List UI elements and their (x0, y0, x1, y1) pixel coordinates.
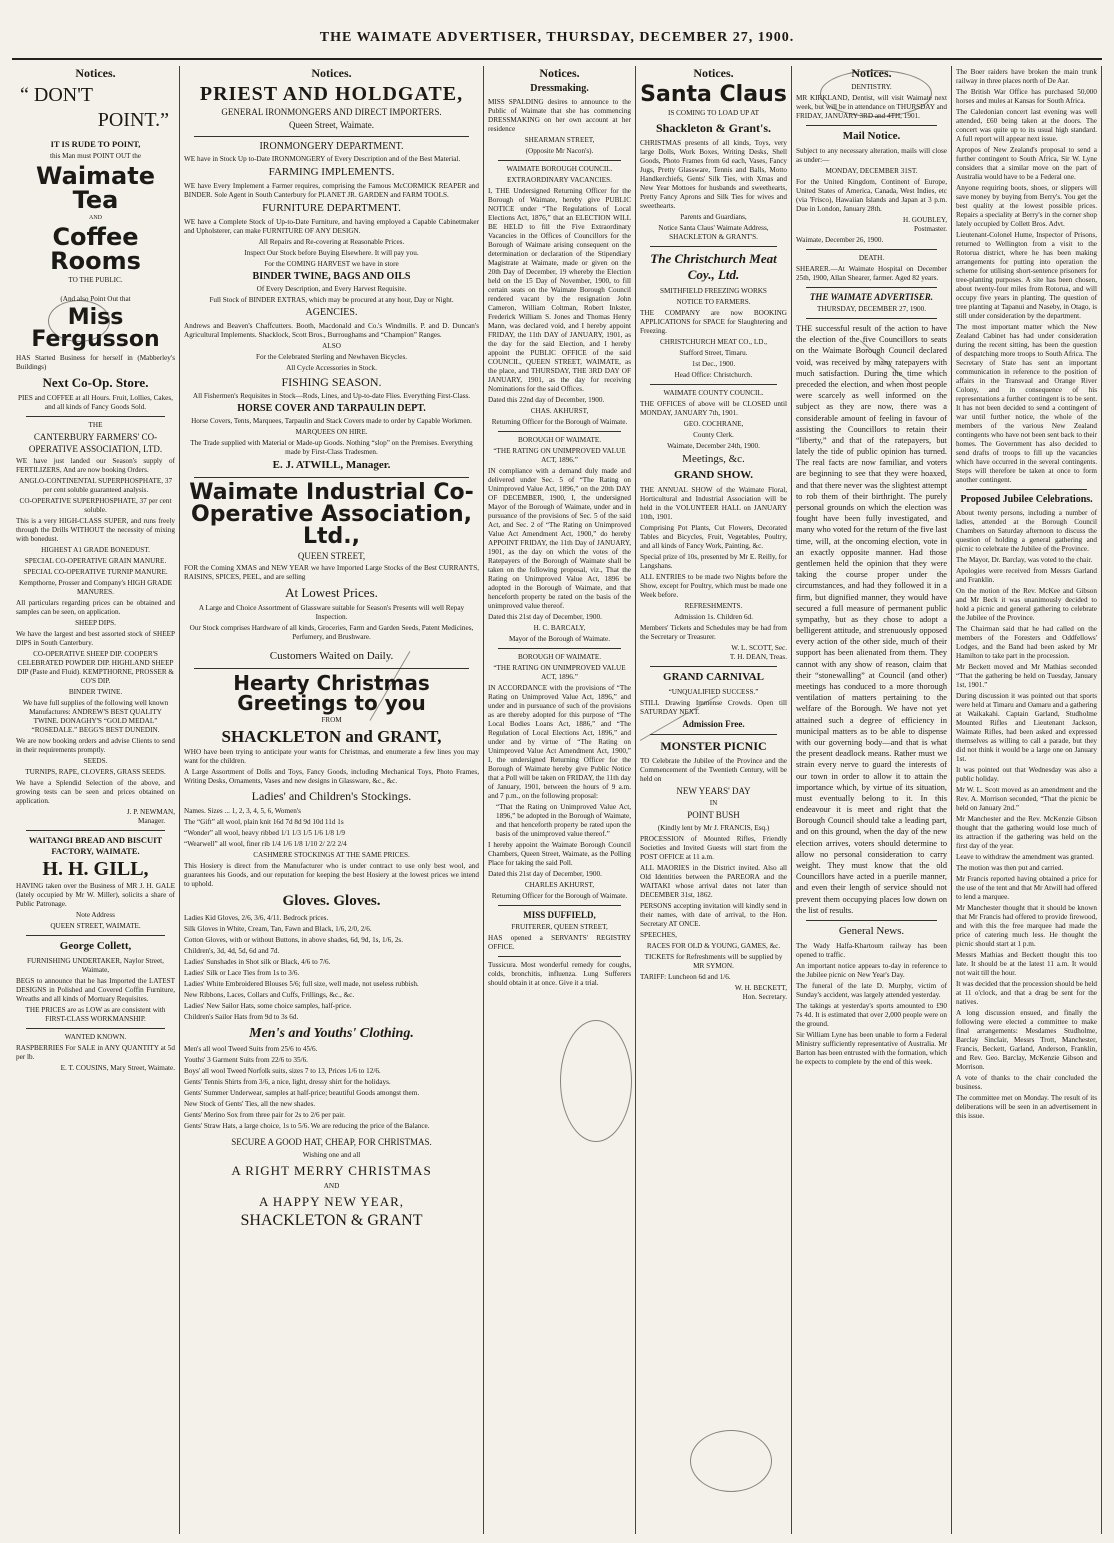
divider (194, 477, 469, 478)
picnic-heading: MONSTER PICNIC (660, 739, 767, 753)
barclay-sig: H. C. BARCALY, (533, 623, 586, 632)
christmas-text: CHRISTMAS presents of all kinds, Toys, very large Dolls, Work Boxes, Writing Desks, Shell Goods, Photo Frames from 6d each, Vases, Fancy Jugs, Pretty Glassware, Tennis and Balls, Motto Handkerchiefs, Gents' Silk Ties, with Xmas and New Year Mottoes for husbands and sweethearts, Pretty Fancy Aprons and Silk Ties for wives and sweethearts. (640, 139, 787, 210)
has-text: HAS opened a SERVANTS' REGISTRY OFFICE. (488, 933, 631, 951)
glove-line: Ladies' New Sailor Hats, some choice samples, half-price. (184, 1001, 352, 1010)
seeds-heading: SEEDS. (83, 756, 108, 765)
in-line: IN (709, 799, 718, 808)
glove-line: New Ribbons, Laces, Collars and Cuffs, Frillings, &c., &c. (184, 990, 355, 999)
rasp-text: RASPBERRIES For SALE in ANY QUANTITY at 5d per lb. (16, 1043, 175, 1061)
members-text: Members' Tickets and Schedules may be had from the Secretary or Treasurer. (640, 624, 787, 641)
lowest-line: At Lowest Prices. (285, 585, 378, 600)
races-line: RACES FOR OLD & YOUNG, GAMES, &c. (646, 941, 781, 950)
glove-line: Ladies Kid Gloves, 2/6, 3/6, 4/11. Bedrock prices. (184, 913, 329, 922)
monday-line: MONDAY, DECEMBER 31ST. (825, 166, 918, 175)
news-item: Sir William Lyne has been unable to form a Federal Ministry sufficiently representative of Australia. Mr Barton has been entrusted with the formation, which he expects to complete by the end of this week. (796, 1030, 947, 1066)
dressmaking-heading: Dressmaking. (530, 83, 589, 94)
wehave-text: We have the largest and best assorted stock of SHEEP DIPS in South Canterbury. (16, 629, 175, 647)
horse-heading: HORSE COVER AND TARPAULIN DEPT. (237, 402, 426, 414)
mens-line: Gents' Tennis Shirts from 3/6, a nice, light, dressy shirt for the holidays. (184, 1078, 391, 1087)
news-item: Apropos of New Zealand's proposal to send a further contingent to South Africa, Sir W. Lyne considers that a similar move on the part of Australia would have to be a Federal one. (956, 146, 1097, 181)
public-line: TO THE PUBLIC. (68, 276, 123, 285)
parents-line: Parents and Guardians, (680, 213, 747, 221)
large-text: A Large Assortment of Dolls and Toys, Fancy Goods, including Mechanical Toys, Photo Frames, Writing Desks, Ornaments, Vases and new designs in Glassware, &c., &c. (184, 768, 479, 785)
news-item: The British War Office has purchased 50,000 horses and mules at Kansas for South Africa. (956, 88, 1097, 105)
divider (498, 648, 621, 649)
allpart-text: All particulars regarding prices can be obtained and samples can be seen, on application. (16, 598, 175, 616)
celebrate-text: TO Celebrate the Jubilee of the Province and the Commencement of the Twentieth Century, will be held on (640, 757, 787, 783)
jubilee-para: Mr Manchester thought that it should be known that Mr Francis had offered to provide firewood, and with this the free marquee had made the price of catering much less. He thought the picnic should start at 1 p.m. (956, 903, 1097, 948)
hearty-headline: Hearty Christmas Greetings to you (233, 671, 430, 715)
jubilee-para: Mr Francis reported having obtained a price for the use of the tent and that Mr Atwill had offered to lend a marquee. (956, 874, 1097, 901)
comprising-text: Comprising Pot Plants, Cut Flowers, Decorated Tables and Bicycles, Fruit, Vegetables, Poultry, and all kinds of Fancy Work, Painting, &c. (640, 524, 787, 550)
gill-text: HAVING taken over the Business of MR J. H. GALE (lately occupied by Mr W. Miller), solicits a share of Public Patronage. (16, 882, 175, 909)
column-3 (484, 66, 636, 1534)
clerk-line: County Clerk. (693, 430, 734, 439)
jubilee-heading: Proposed Jubilee Celebrations. (960, 494, 1093, 505)
shackleton-headline: SHACKLETON and GRANT, (221, 727, 442, 746)
refresh-line: REFRESHMENTS. (684, 602, 743, 610)
column-6 (952, 66, 1102, 1534)
stafford-line: Stafford Street, Timaru. (679, 348, 748, 357)
jubilee-para: The committee met on Monday. The result of its deliberations will be seen in an advertisement in this issue. (956, 1093, 1097, 1120)
sheepdips-heading: SHEEP DIPS. (75, 618, 116, 627)
divider (650, 666, 777, 667)
date-line: 1st Dec., 1900. (691, 359, 736, 368)
dated2-line: Dated this 21st day of December, 1900. (488, 612, 602, 621)
county-heading: WAIMATE COUNTY COUNCIL. (663, 388, 764, 397)
general-line: GENERAL IRONMONGERS AND DIRECT IMPORTERS. (221, 107, 442, 117)
sg-headline: Shackleton & Grant's. (655, 121, 771, 135)
accordance-text: IN ACCORDANCE with the provisions of “The Rating on Unimproved Value Act, 1896,” and under and in pursuance of such of the provisions as are thereby adopted for this purpose of “The Local Bodies Loans Act, 1886,” and “The Regulation of Local Elections Act, 1896,” and under and by virtue of “The Rating on Unimproved Value Act Amendment Act, 1900,” I, the undersigned Returning Officer for the Borough of Waimate hereby give Public Notice that a Poll will be taken on FRIDAY, the 11th day of January, 1901, between the hours of 9 a.m. and 7 p.m., on the following proposal: (488, 683, 631, 800)
quote-text: “That the Rating on Unimproved Value Act, 1896,” be adopted in the Borough of Waimate, and that henceforth property be rated upon the basis of the unimproved value thereof.” (496, 802, 631, 838)
queen-street: Queen Street, Waimate. (288, 120, 375, 131)
news-item: An important notice appears to-day in reference to the Jubilee picnic on New Year's Day. (796, 961, 947, 979)
glass-text: A Large and Choice Assortment of Glassware suitable for Season's Presents will well Repay Inspection. (198, 604, 465, 622)
grand-show-heading: GRAND SHOW. (673, 469, 754, 482)
opposite-line: (Opposite Mr Nacon's). (525, 146, 594, 155)
divider (806, 287, 937, 288)
divider (650, 246, 777, 247)
mens-line: New Stock of Gents' Ties, all the new shades. (184, 1100, 316, 1109)
canterbury-heading: CANTERBURY FARMERS' CO-OPERATIVE ASSOCIATION, LTD. (28, 432, 163, 454)
mens-line: Gents' Merino Sox from three pair for 2s to 2/6 per pair. (184, 1111, 345, 1120)
queen-text: QUEEN STREET, WAIMATE. (50, 922, 141, 931)
the-line: THE (88, 421, 103, 430)
headoffice-line: Head Office: Christchurch. (674, 370, 753, 379)
divider (194, 136, 469, 137)
glove-line: Cotton Gloves, with or without Buttons, in above shades, 6d, 9d, 1s, 1/6, 2s. (184, 935, 404, 944)
subject-text: Subject to any necessary alteration, mails will close as under:— (796, 146, 947, 164)
merry-line: A RIGHT MERRY CHRISTMAS (231, 1162, 432, 1178)
scott-sig: W. L. SCOTT, Sec. (731, 644, 787, 652)
persons-text: PERSONS accepting invitation will kindly send in their names, with date of arrival, to the Hon. Secretary AT ONCE. (640, 901, 787, 928)
extra-heading: EXTRAORDINARY VACANCIES. (507, 175, 612, 184)
procession-text: PROCESSION of Mounted Rifles, Friendly Societies and Invited Guests will start from the POST OFFICE at 11 a.m. (640, 834, 787, 861)
inspect-text: Inspect Our Stock before Buying Elsewhere. It will pay you. (244, 248, 419, 257)
thisman-line: this Man must POINT OUT the (50, 151, 141, 160)
company-text: THE COMPANY are now BOOKING APPLICATIONS for SPACE for Slaughtering and Freezing. (640, 308, 787, 335)
mayor-line: Mayor of the Borough of Waimate. (508, 634, 611, 643)
fertilizer-text: WE have just landed our Season's supply of FERTILIZERS, And are now booking Orders. (16, 456, 175, 474)
mens-heading: Men's and Youths' Clothing. (249, 1025, 414, 1041)
glove-line: Children's, 3d, 4d, 5d, 6d and 7d. (184, 946, 280, 955)
forthe-text: FOR the Coming XMAS and NEW YEAR we have Imported Large Stocks of the Best CURRANTS, RAISINS, SPICES, PEEL, and are selling (184, 564, 479, 581)
divider (498, 431, 621, 432)
kirkland-text: MR KIRKLAND, Dentist, will visit Waimate next week, but will be in attendance on THURSDAY and FRIDAY, JANUARY 3RD and 4TH, 1901. (796, 94, 947, 120)
queen2-line: QUEEN STREET, (297, 550, 366, 561)
divider (194, 668, 469, 669)
news-item: The takings at yesterday's sports amounted to £90 7s 4d. It is estimated that over 2,000 people were on the ground. (796, 1001, 947, 1028)
farmers-line: NOTICE TO FARMERS. (676, 297, 751, 306)
akhurst-sig: CHAS. AKHURST, (530, 406, 589, 415)
collett-headline: George Collett, (59, 940, 132, 953)
ret2-line: Returning Officer for the Borough of Waimate. (491, 891, 628, 900)
akhurst2-sig: CHARLES AKHURST, (524, 880, 595, 889)
who-text: WHO have been trying to anticipate your wants for Christmas, and enumerate a few lines you may want for the children. (184, 748, 479, 765)
dentistry-heading: DENTISTRY. (851, 83, 892, 91)
divider (806, 318, 937, 319)
council-heading: WAIMATE BOROUGH COUNCIL. (506, 164, 613, 173)
every-text: Of Every Description, and Every Harvest Requisite. (256, 285, 407, 293)
jubilee-para: About twenty persons, including a number of ladies, attended at the Borough Council Chambers on Saturday afternoon to discuss the question of holding a general gathering and picnic to celebrate the Jubilee of the Province. (956, 508, 1097, 553)
celebrated-text: For the Celebrated Sterling and Newhaven Bicycles. (255, 352, 408, 361)
agencies-text: Andrews and Beaven's Chaffcutters. Booth, Macdonald and Co.'s Windmills. P. and D. Duncan's Agricultural Implements. Shacklock, Scott Bros., Burroughams and “Champion” Ranges. (184, 321, 479, 339)
mail-text: For the United Kingdom, Continent of Europe, United States of America, Canada, West Indies, etc (via 'Frisco), Hawaiian Islands and Japan at 3 p.m. Due in London, January 28th. (796, 177, 947, 213)
editorial-text: THE successful result of the action to have the election of the five Councillors to seats on the Waimate Borough Council declared void, was received by many ratepayers with much satisfaction. During the time which preceded the election, and when most people were scarcely as well informed on the subject as they are now, there was a considerable amount of feeling in favour of assisting the Councillors to retain their “liberty,” and that of the ratepayers, but lately the tide of public opinion has turned. The real facts are now familiar, and voters are beginning to see that they were hoaxed, and that there never was the slightest attempt to rob them of their birthright. The purely personal grounds on which the election was fought have been fully investigated, and many who voted for the return of the five last time, will, at the oncoming election, vote in an exactly opposite manner. Had those gentlemen held the opinion that they were taking the course proper under the circumstances, and had they followed it in a firm, but dignified manner, they would have secured a full measure of permanent public sympathy, but as they chose to adopt a belligerent attitude, and strenuously opposed every action of the other side, much of their support has been alienated from them. They cannot with any show of reason, claim that their “stonewalling” at Council (and other) meetings has conduced to a more thorough ventilation of matters pertaining to the welfare of the Borough. We have not yet attained such a degree of efficiency in municipal matters as to be able to dispense with our governing body—and that is what the present deadlock means. Rather must we strain every nerve to guard the interests of our town in order to allow it to attain the importance which, by virtue of its situation, must eventually belong to it. In this endeavour it is meet and right that the Borough Council should take a leading part, and on this ground, when the day of the new election arrives, voters should determine to allow no personal consideration to carry weight. They must know that the old Councillors have acted in a puerile manner, and even their length of service should not prevent them occupying places low down on the list of results. (796, 324, 947, 915)
divider (26, 830, 165, 831)
jubilee-para: A vote of thanks to the chair concluded the business. (956, 1073, 1097, 1091)
news-item: The Boer raiders have broken the main trunk railway in three places north of De Aar. (956, 68, 1097, 85)
column-4 (636, 66, 792, 1534)
jubilee-para: Mr Manchester and the Rev. McKenzie Gibson thought that the gathering would lose much of its attraction if the gathering was held on the first day of the year. (956, 814, 1097, 850)
unqualified-line: “UNQUALIFIED SUCCESS.” (668, 687, 759, 696)
tea-headline: Waimate Tea (36, 161, 155, 214)
mens-line: Gents' Summer Underwear, samples at half-price; beautiful Goods amongst them. (184, 1089, 420, 1098)
manager-sig: Manager. (138, 816, 165, 825)
ret-line: Returning Officer for the Borough of Waimate. (491, 417, 628, 426)
divider (806, 125, 937, 126)
harvest-text: For the COMING HARVEST we have in store (264, 259, 399, 268)
secure-line: SECURE A GOOD HAT, CHEAP, FOR CHRISTMAS. (231, 1137, 432, 1148)
begs-text: BEGS to announce that he has Imported the LATEST DESIGNS in Polished and Covered Coffin Furniture, Wreaths and all kinds of Mortuary Requisites. (16, 976, 175, 1003)
annual-text: THE ANNUAL SHOW of the Waimate Floral, Horticultural and Industrial Association will be held in the VOLUNTEER HALL on JANUARY 10th, 1901. (640, 486, 787, 521)
jubilee-para: Mr W. L. Scott moved as an amendment and the Rev. A. Morrison seconded, “That the picnic be held on January 2nd.” (956, 785, 1097, 812)
jubilee-para: Apologies were received from Messrs Garland and Franklin. (956, 566, 1097, 584)
wic-headline: Waimate Industrial Co-Operative Association, Ltd., (189, 479, 474, 549)
furniture-heading: FURNITURE DEPARTMENT. (262, 201, 401, 214)
speeches-line: SPEECHES, (640, 930, 677, 939)
agencies-heading: AGENCIES. (305, 307, 358, 318)
glove-line: Ladies' Silk or Lace Ties from 1s to 3/6. (184, 968, 300, 977)
dated3-line: Dated this 21st day of December, 1900. (488, 869, 602, 878)
news-item: The funeral of the late D. Murphy, victim of Sunday's accident, was largely attended yesterday. (796, 981, 947, 999)
divider (650, 734, 777, 735)
column-5 (792, 66, 952, 1534)
paper-title: THE WAIMATE ADVERTISER. (809, 291, 934, 302)
full-text: Full Stock of BINDER EXTRAS, which may be procured at any hour, Day or Night. (209, 296, 454, 304)
pen-scribble (48, 300, 110, 342)
gloves-heading: Gloves. Gloves. (282, 893, 381, 909)
iron-text: WE have in Stock Up to-Date IRONMONGERY of Every Description and of the Best Material. (184, 155, 461, 163)
compliance-text: IN compliance with a demand duly made and delivered under Sec. 5 of “The Rating on Unimproved Value Act, 1896,” on the 20th DAY OF DECEMBER, 1900, I, the undersigned Mayor of the Borough of Waimate, under and in pursuance of the provisions of Sec. 5 of the said Act, and Sec. 2 of “The Rating on Unimproved Value Act Amendment Act, 1900,” do hereby APPOINT FRIDAY, the 11th Day of JANUARY, 1901, as the day on which the votes of the Ratepayers of the Borough of Waimate shall be taken on the following proposal, viz., That the Rating on Unimproved Value Act, 1896 be adopted in the Borough of Waimate, and that henceforth property be rated on the basis of the unimproved value thereof. (488, 466, 631, 610)
waimdate-line: Waimate, December 24th, 1900. (667, 441, 760, 450)
divider (966, 489, 1087, 490)
news-item: The most important matter which the New Zealand Cabinet has had under consideration during the recent sitting, has been the question of despatching more troops to South Africa. The Secretary of State has sent an important communication in reference to the position of affairs in the Transvaal and Orange River Colony, and in consequence of his representations a further contingent is to be sent. It has not been decided to send a contingent of war until further notice, the whole of the members of the various New Zealand contingents who have not been sent back to their homes. The Government has also decided to send drafts of troops to fill up the vacancies which have occurred in the several contingents. Steps will therefore be taken at once to form another contingent. (956, 323, 1097, 484)
rude-line: IT IS RUDE TO POINT, (50, 139, 141, 149)
duffield-heading: MISS DUFFIELD, (523, 909, 596, 920)
appoint-text: I hereby appoint the Waimate Borough Council Chambers, Queen Street, Waimate, as the Polling Place for taking the said Poll. (488, 840, 631, 867)
borough-heading: BOROUGH OF WAIMATE. (517, 435, 602, 444)
jubilee-para: Leave to withdraw the amendment was granted. (956, 852, 1094, 861)
column-heading: Notices. (693, 66, 734, 80)
ccm-line: CHRISTCHURCH MEAT CO., LD., (659, 337, 768, 346)
marquees-text: MARQUEES ON HIRE. (295, 428, 368, 436)
mens-line: Men's all wool Tweed Suits from 25/6 to 45/6. (184, 1045, 318, 1054)
splendid-text: We have a Splendid Selection of the above, and growing tests can be seen and prices obtained on application. (16, 778, 175, 805)
gift-row: The “Gift” all wool, plain knit 16d 7d 8d 9d 10d 11d 1s (184, 818, 344, 826)
sizes-row: Names. Sizes ... 1, 2, 3, 4, 5, 6, Women's (184, 807, 301, 815)
farm-text: WE have Every Implement a Farmer requires, comprising the Famous McCORMICK REAPER and BINDER. Sole Agent in South Canterbury for PLANET JR. GARDEN and FARM TOOLS. (184, 181, 479, 199)
cycle-text: All Cycle Accessories in Stock. (286, 363, 377, 372)
binder-heading: BINDER TWINE, BAGS AND OILS (252, 270, 411, 282)
meetings-heading: Meetings, &c. (682, 452, 745, 465)
dean-sig: T. H. DEAN, Treas. (729, 653, 787, 661)
atwill-sig: E. J. ATWILL, Manager. (272, 459, 391, 471)
divider (26, 416, 165, 417)
goubley-sig: H. GOUBLEY, (903, 215, 947, 224)
glove-line: Silk Gloves in White, Cream, Tan, Fawn and Black, 1/6, 2/0, 2/6. (184, 924, 372, 933)
newman-sig: J. P. NEWMAN, (126, 807, 175, 816)
special1-text: SPECIAL CO-OPERATIVE GRAIN MANURE. (24, 556, 167, 565)
dont-headline: “ DON'T (20, 84, 94, 106)
coopdip-text: CO-OPERATIVE SHEEP DIP. COOPER'S CELEBRATED POWDER DIP. HIGHLAND SHEEP DIP (Paste and Fluid). KEMPTHORNE, PROSSER & CO'S DIP. (16, 649, 175, 685)
general-news-heading: General News. (838, 924, 905, 937)
jubilee-para: The Chairman said that he had called on the members of the Foresters and Oddfellows' Lodges, and the Band had been asked by Mr Hamilton to take part in the procession. (956, 624, 1097, 660)
hon-line: Hon. Secretary. (742, 992, 787, 1001)
noticesc-line: Notice Santa Claus' Waimate Address, SHACKLETON & GRANT'S. (658, 224, 769, 241)
meat-headline: The Christchurch Meat Coy., Ltd. (650, 251, 777, 283)
iron-heading: IRONMONGERY DEPARTMENT. (259, 140, 404, 152)
mens-line: Gents' Straw Hats, a large choice, 1s to 5/6. We are reducing the price of the Balance. (184, 1122, 430, 1131)
divider (26, 935, 165, 936)
hosiery-text: This Hosiery is direct from the Manufacturer who is under contract to use only best wool, and guarantees his Goods, and our reputation for keeping the best Hosiery at the lowest prices we intend to uphold. (184, 862, 479, 888)
jubilee-para: On the motion of the Rev. McKee and Gibson and Mr Beck it was unanimously decided to hold a picnic and general gathering to celebrate the Jubilee of the Province. (956, 586, 1097, 622)
news-item: The Wady Halfa-Khartoum railway has been opened to traffic. (796, 941, 947, 959)
mail-heading: Mail Notice. (842, 130, 901, 142)
anglo-text: ANGLO-CONTINENTAL SUPERPHOSPHATE, 37 per cent soluble guaranteed analysis. (18, 476, 173, 494)
binder-heading: BINDER TWINE. (68, 687, 123, 696)
coming-line: IS COMING TO LOAD UP AT (667, 109, 760, 117)
stock-text: Our Stock comprises Hardware of all kinds, Groceries, Farm and Garden Seeds, Patent Medicines, Perfumery, and Brushware. (189, 624, 474, 642)
fishing-heading: FISHING SEASON. (281, 374, 382, 389)
farm-heading: FARMING IMPLEMENTS. (268, 166, 395, 178)
column-2 (180, 66, 484, 1534)
masthead: THE WAIMATE ADVERTISER, THURSDAY, DECEMBER 27, 1900. (319, 30, 795, 45)
pen-scribble (820, 70, 932, 117)
pen-scribble (560, 1020, 632, 1142)
tussicura-text: Tussicura. Most wonderful remedy for coughs, colds, bronchitis, influenza. Lung Sufferers should obtain it at once. Give it a trial. (488, 960, 631, 987)
spalding-text: MISS SPALDING desires to announce to the Public of Waimate that she has commencing DRESSMAKING on her own account at her residence (488, 97, 631, 133)
jubilee-para: The Mayor, Dr. Barclay, was voted to the chair. (956, 555, 1093, 564)
santa-headline: Santa Claus (640, 82, 787, 107)
tickets-line: TICKETS for Refreshments will be supplied by MR SYMON. (644, 952, 783, 970)
news-item: The Caledonian concert last evening was well attended, £60 being taken at the doors. The concert was quite up to its usual high standard. A full report will appear next issue. (956, 108, 1097, 143)
cousins-sig: E. T. COUSINS, Mary Street, Waimate. (60, 1063, 175, 1072)
fishers-text: All Fishermen's Requisites in Stock—Rods, Lines, and Up-to-date Flies. Everything First-Class. (192, 391, 471, 400)
offices-text: THE OFFICES of above will be CLOSED until MONDAY, JANUARY 7th, 1901. (640, 399, 787, 417)
horse-text: Horse Covers, Tents, Marquees, Tarpaulin and Stack Covers made to order by Capable Workmen. (191, 417, 472, 425)
jubilee-para: Mr Beckett moved and Mr Mathias seconded “That the gathering be held on Tuesday, January 1st, 1901.” (956, 662, 1097, 689)
mens-line: Boys' all wool Tweed Norfolk suits, sizes 7 to 13, Prices 1/6 to 12/6. (184, 1067, 381, 1076)
repairs-text: All Repairs and Re-covering at Reasonable Prices. (258, 237, 405, 246)
point-headline: POINT.” (97, 109, 169, 131)
divider (498, 160, 621, 161)
paper-date: THURSDAY, DECEMBER 27, 1900. (816, 305, 927, 313)
admission-line: Admission 1s. Children 6d. (674, 613, 753, 621)
divider (498, 956, 621, 957)
glove-line: Ladies' White Embroidered Blouses 5/6; full size, well made, not useless rubbish. (184, 979, 419, 988)
divider (498, 905, 621, 906)
death-heading: DEATH. (858, 253, 885, 262)
top-rule (12, 58, 1102, 60)
pies-text: PIES and COFFEE at all Hours. Fruit, Lollies, Cakes, and all kinds of Fancy Goods Sold. (18, 394, 173, 412)
next-store: Next Co-Op. Store. (42, 375, 149, 391)
cochrane-sig: GEO. COCHRANE, (683, 419, 744, 428)
priest-headline: PRIEST AND HOLDGATE, (199, 83, 464, 105)
column-heading: Notices. (311, 66, 352, 80)
started-text: HAS Started Business for herself in (Mabberley's Buildings) (16, 354, 175, 372)
fergusson-headline: Miss Fergusson (31, 305, 160, 353)
tariff-line: TARIFF: Luncheon 6d and 1/6. (640, 972, 731, 981)
jubilee-para: During discussion it was pointed out that sports were held at Timaru and Oamaru and a gathering at Waikakahi. Captain Garland, Studholme Mounted Rifles and Lieutenant Jackson, Waimate Rifles, had been asked and expressed themselves as willing to call a parade, but they did not think it would be a large one on January 1st. (956, 691, 1097, 763)
fruiterer-line: FRUITERER, QUEEN STREET, (511, 922, 608, 931)
wishing-line: Wishing one and all (302, 1150, 361, 1159)
also-line: (And also Point Out that (60, 295, 131, 304)
column-heading: Notices. (539, 66, 580, 80)
still-text: STILL Drawing Immense Crowds. Open till SATURDAY NEXT. (640, 698, 787, 716)
column-heading: Notices. (851, 66, 892, 80)
maories-text: ALL MAORIES in the District invited. Also all Old Identities between the PAREORA and the WAITAKI whose arrival dates not later than DECEMBER 31st, 1862. (640, 863, 787, 899)
beckett-sig: W. H. BECKETT, (734, 983, 787, 992)
column-heading: Notices. (75, 66, 116, 80)
bush-line: POINT BUSH (687, 810, 740, 821)
wearwell-row: “Wearwell” all wool, finer rib 1/4 1/6 1/8 1/10 2/ 2/2 2/4 (184, 840, 347, 848)
and-line: AND (323, 1181, 340, 1190)
news-item: Anyone requiring boots, shoes, or slippers will save money by buying from Berry's. You get the best quality at the lowest possible prices. Repairs a speciality at Berry's in the corner shop lately occupied by Collett Bros. Advt. (956, 184, 1097, 228)
furniture-text: WE have a Complete Stock of Up-to-Date Furniture, and having employed a Capable Cabinetmaker and Upholsterer, can make FURNITURE OF ANY DESIGN. (184, 217, 479, 235)
twine-text: We have full supplies of the following well known Manufactures: ANDREW'S BEST QUALITY TWINE. DONAGHY'S “GOLD MEDAL” “ROSEDALE.” BEGG'S BEST DUNEDIN. (22, 698, 169, 734)
kemp-text: Kempthorne, Prosser and Company's HIGH GRADE MANURES. (18, 578, 172, 596)
happy-line: A HAPPY NEW YEAR, (258, 1193, 405, 1209)
election-notice: I, THE Undersigned Returning Officer for the Borough of Waimate, hereby give PUBLIC NOTICE under “The Regulations of Local Elections Act, 1876,” that an ELECTION WILL BE HELD to fill the Five Extraordinary Vacancies in the Offices of Councillors for the Borough of Waimate arising consequent on the determination or declaration of the Stipendiary Magistrate at Waimate, made or given on the 20th Day of December, 19 whereby the Election held on the 15 Day of November, 1900, to fill certain seats on the Waimate Borough Council rendered vacant by the resignation John Cameron, William Coltman, Robert Inkster, Frederick William S. Jones and Thomas Henry Mann, was declared void, and I hereby appoint FRIDAY, the 11th DAY of JANUARY, 1901, as the day for the said Election, and I hereby appoint the PUBLIC OFFICE of the said COUNCIL, QUEEN STREET, WAIMATE, as the place, and THURSDAY, THE 3RD DAY OF JANUARY, 1901, as the day for receiving Nominations for the said Offices. (488, 186, 631, 393)
undertaker-text: FURNISHING UNDERTAKER, Naylor Street, Waimate, (27, 956, 164, 974)
coffee-headline: Coffee Rooms (50, 223, 141, 276)
prices-text: THE PRICES are as LOW as are consistent with FIRST-CLASS WORKMANSHIP. (25, 1005, 166, 1023)
jubilee-para: Messrs Mathias and Beckett thought this too late. It should be at the latest 11 a.m. It would not wait till the hour. (956, 950, 1097, 977)
also-heading: ALSO (322, 341, 341, 350)
divider (26, 1028, 165, 1029)
shearman-line: SHEARMAN STREET, (524, 135, 595, 144)
coop-text: CO-OPERATIVE SUPERPHOSPHATE, 37 per cent soluble. (19, 496, 172, 514)
gill-headline: H. H. GILL, (42, 858, 149, 881)
divider (806, 920, 937, 921)
postmaster-line: Postmaster. (914, 224, 947, 233)
mens-line: Youths' 3 Garment Suits from 22/6 to 35/6. (184, 1056, 308, 1065)
carnival-heading: GRAND CARNIVAL (663, 671, 764, 683)
bread-heading: WAITANGI BREAD AND BISCUIT FACTORY, WAIMATE. (28, 834, 163, 856)
thisis-text: This is a very HIGH-CLASS SUPER, and runs freely through the Drills WITHOUT the necessity of mixing with bonedust. (16, 516, 175, 543)
free-line: Admission Free. (682, 718, 745, 729)
highest-text: HIGHEST A1 GRADE BONEDUST. (41, 545, 150, 554)
smithfield-line: SMITHFIELD FREEZING WORKS (660, 286, 767, 295)
entries-text: ALL ENTRIES to be made two Nights before the Show, except for Poultry, which must be made one Week before. (640, 573, 787, 599)
trade-text: The Trade supplied with Material or Made-up Goods. Nothing “slop” on the Premises. Everything made by First-Class Tradesmen. (190, 439, 473, 456)
dated-line: Dated this 22nd day of December, 1900. (488, 395, 605, 404)
kindly-line: (Kindly lent by Mr J. FRANCIS, Esq.) (657, 823, 770, 832)
jubilee-para: It was pointed out that Wednesday was also a public holiday. (956, 765, 1097, 783)
stockings-heading: Ladies' and Children's Stockings. (251, 789, 412, 803)
jubilee-para: It was decided that the procession should be held at 11 o'clock, and that a drag be sent for the natives. (956, 979, 1097, 1006)
cashmere-line: CASHMERE STOCKINGS AT THE SAME PRICES. (253, 851, 410, 859)
jubilee-para: A long discussion ensued, and finally the following were elected a committee to make final arrangements: Mesdames Studholme, Barclay Sinclair, Messrs Trott, Manchester, Francis, Beckett, Garland, Anderson, Franklin, and Rev. Geo. Barclay, McKenzie Gibson and Morrison. (956, 1008, 1097, 1071)
special2-text: SPECIAL CO-OPERATIVE TURNIP MANURE. (23, 567, 168, 576)
wdate-line: Waimate, December 26, 1900. (796, 235, 884, 244)
glove-line: Children's Sailor Hats from 9d to 3s 6d. (184, 1012, 299, 1021)
note-text: Note Address (76, 911, 115, 920)
news-item: Lieutenant-Colonel Hume, Inspector of Prisons, returned to Wellington from a visit to the Rotorua district, where he has been making arrangements for putting into operation the scheme for utilising short-sentence prisoners for tree-planting purposes. A site has been chosen, about twenty-four miles from Rotorua, and will occupy five years in planting. The question of tree planting at Tapanui and Naseby, in Otago, is still under consideration by the department. (956, 231, 1097, 320)
rating2-heading: “THE RATING ON UNIMPROVED VALUE ACT, 1896.” (493, 663, 626, 681)
borough2-heading: BOROUGH OF WAIMATE. (517, 652, 602, 661)
wonder-row: “Wonder” all wool, heavy ribbed 1/1 1/3 1/5 1/6 1/8 1/9 (184, 829, 345, 837)
rating-heading: “THE RATING ON UNIMPROVED VALUE ACT, 1896.” (493, 446, 626, 464)
wanted-heading: WANTED KNOWN. (64, 1032, 127, 1041)
from-line: FROM (321, 716, 342, 724)
pen-scribble (690, 1430, 772, 1492)
jubilee-para: The motion was then put and carried. (956, 863, 1064, 872)
special-text: Special prize of 10s, presented by Mr E. Reilly, for Langshans. (640, 553, 787, 570)
customers-line: Customers Waited on Daily. (269, 650, 394, 663)
booking-text: We are now booking orders and advise Clients to send in their requirements promptly. (16, 736, 175, 754)
divider (806, 249, 937, 250)
sg-signature: SHACKLETON & GRANT (240, 1212, 423, 1229)
glove-line: Ladies' Sunshades in Shot silk or Black, 4/6 to 7/6. (184, 957, 331, 966)
shearer-text: SHEARER.—At Waimate Hospital on December 25th, 1900, Allan Shearer, farmer. Aged 82 years. (796, 264, 947, 282)
divider (650, 384, 777, 385)
and-line: AND (89, 214, 102, 221)
seedlist-text: TURNIPS, RAPE, CLOVERS, GRASS SEEDS. (25, 767, 166, 776)
column-1 (12, 66, 180, 1534)
newyears-line: NEW YEARS' DAY (676, 786, 751, 796)
